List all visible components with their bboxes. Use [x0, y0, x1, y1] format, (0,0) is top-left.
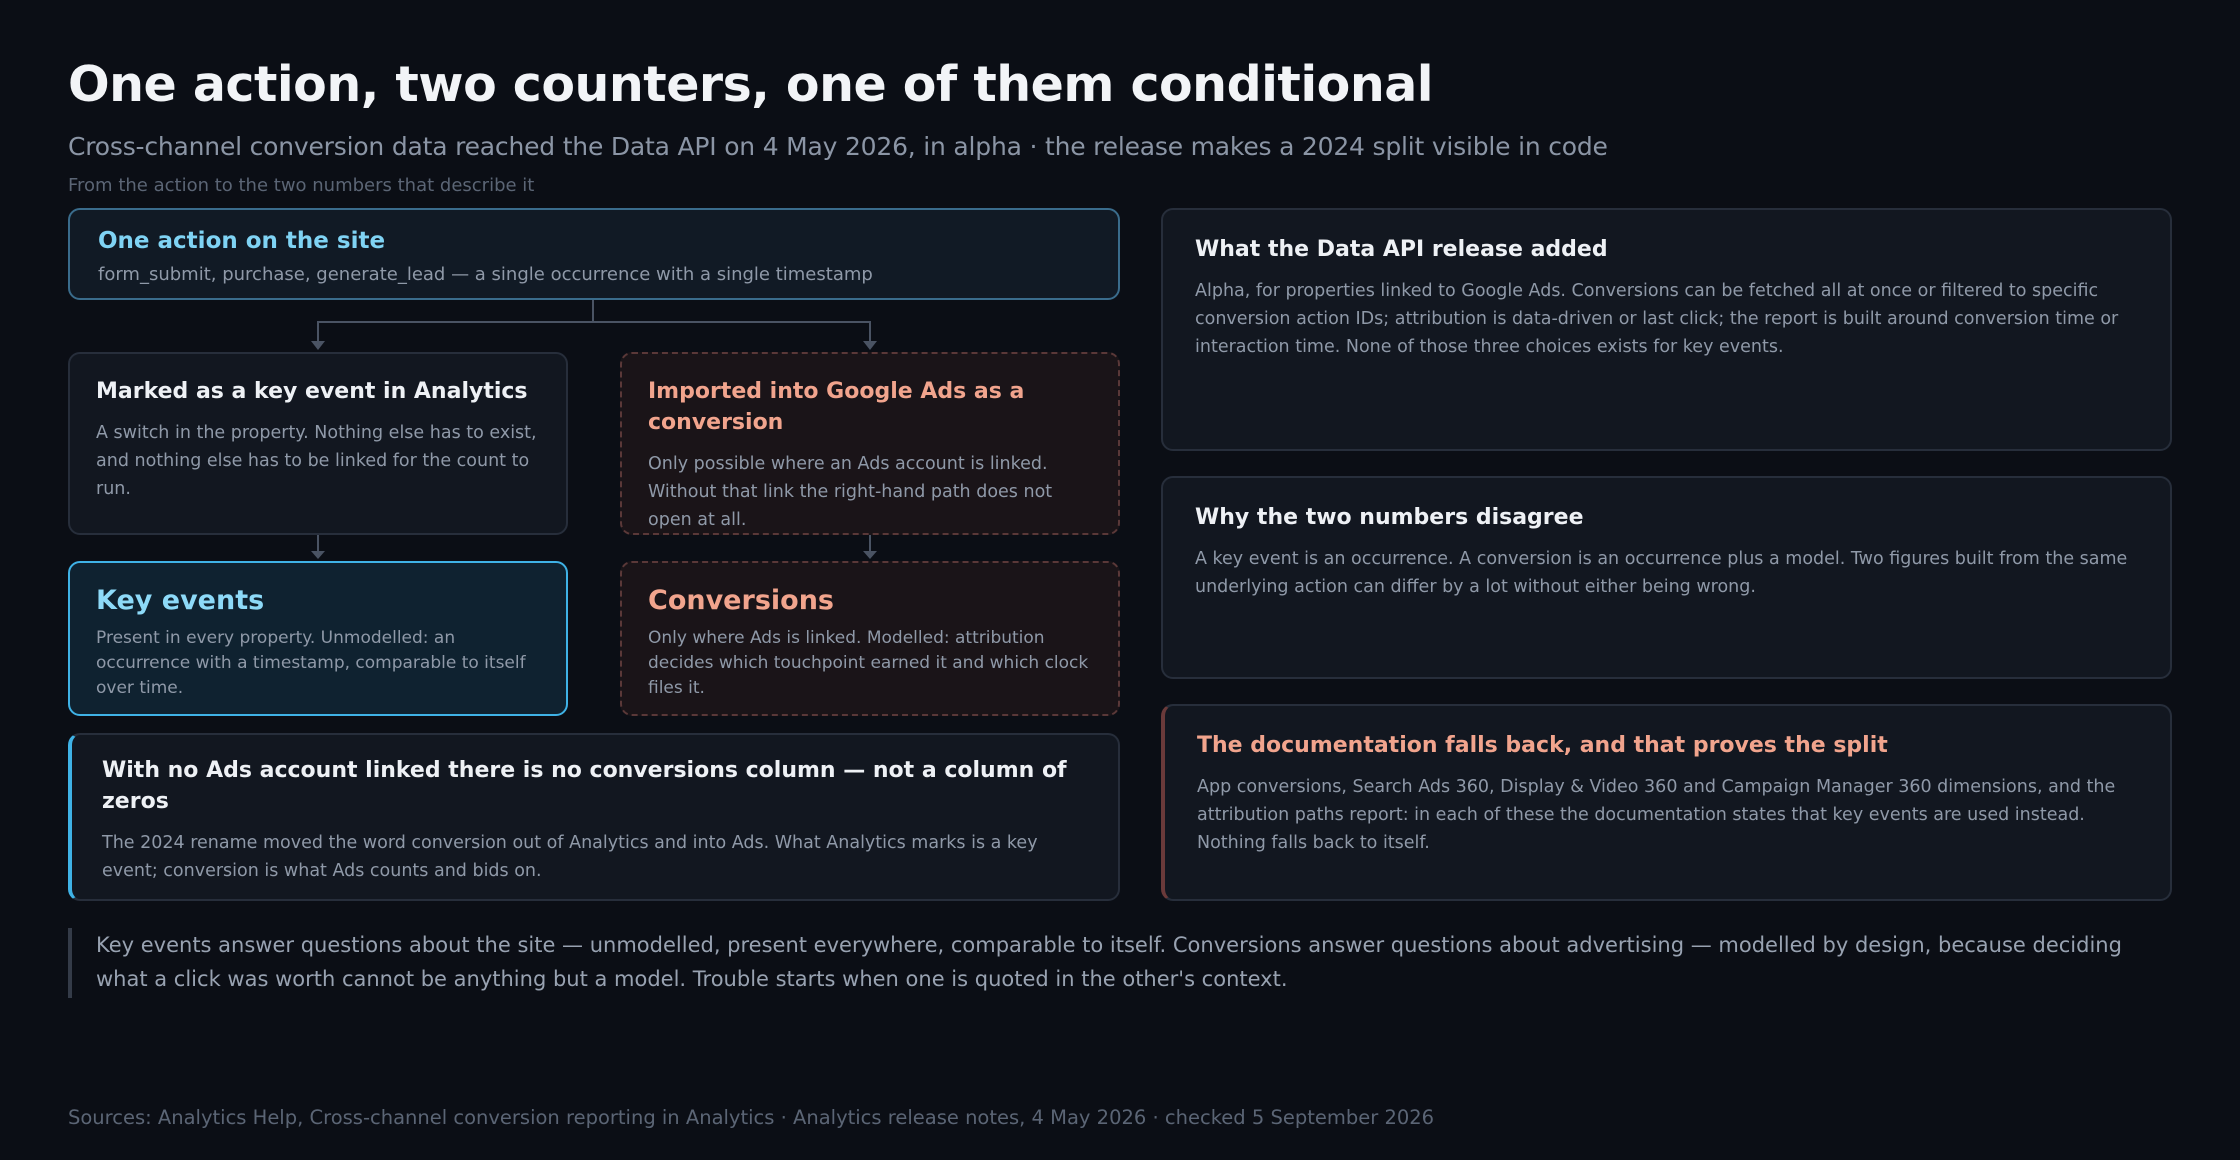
arrowhead-marked: [311, 341, 325, 350]
ads-import-body: Only possible where an Ads account is linked. Without that link the right-hand path does not open at all.: [648, 454, 1053, 530]
release-panel: [1161, 208, 2172, 451]
release-panel-body: Alpha, for properties linked to Google Ads. Conversions can be fetched all at once or filtered to specific conversion action IDs; attribution is data-driven or last click; the report is built around conversion time or interaction time. None of those three choices exists for key events.: [1195, 281, 2119, 357]
action-node-body: form_submit, purchase, generate_lead — a single occurrence with a single timestamp: [98, 264, 873, 285]
key-events-node: [68, 561, 568, 716]
conversions-node: [620, 561, 1120, 716]
arrowhead-keyevents: [311, 551, 325, 559]
documentation-panel-title: The documentation falls back, and that proves the split: [1197, 733, 1888, 758]
no-ads-callout-body: The 2024 rename moved the word conversion out of Analytics and into Ads. What Analytics marks is a key event; conversion is what Ads counts and bids on.: [102, 833, 1038, 881]
action-node: [68, 208, 1120, 300]
disagree-panel-title: Why the two numbers disagree: [1195, 505, 1584, 530]
diagram-section-label: From the action to the two numbers that describe it: [68, 175, 535, 196]
key-event-marking-node: [68, 352, 568, 535]
connector-action-to-imported: [593, 322, 870, 343]
ads-import-node: [620, 352, 1120, 535]
disagree-panel-body: A key event is an occurrence. A conversion is an occurrence plus a model. Two figures built from the same underlying action can differ by a lot without either being wrong.: [1195, 549, 2128, 597]
conversions-title: Conversions: [648, 585, 834, 616]
documentation-panel: [1161, 704, 2172, 901]
key-events-body: Present in every property. Unmodelled: an occurrence with a timestamp, comparable to itself over time.: [96, 628, 526, 698]
connector-action-to-marked: [318, 300, 593, 343]
page-subtitle: Cross-channel conversion data reached the Data API on 4 May 2026, in alpha · the release makes a 2024 split visible in code: [68, 132, 1608, 161]
release-panel-title: What the Data API release added: [1195, 237, 1608, 262]
conversions-body: Only where Ads is linked. Modelled: attribution decides which touchpoint earned it and which clock files it.: [648, 628, 1089, 698]
page-title: One action, two counters, one of them conditional: [68, 56, 1434, 113]
arrowhead-imported: [863, 341, 877, 350]
disagree-panel: [1161, 476, 2172, 679]
key-events-title: Key events: [96, 585, 265, 616]
sources-footer: Sources: Analytics Help, Cross-channel conversion reporting in Analytics · Analytics release notes, 4 May 2026 · checked 5 September 2026: [68, 1106, 1435, 1129]
arrowhead-conversions: [863, 551, 877, 559]
key-event-marking-title: Marked as a key event in Analytics: [96, 379, 528, 404]
summary-quote: Key events answer questions about the site — unmodelled, present everywhere, comparable to itself. Conversions answer questions about advertising — modelled by design, because deciding what a click was worth cannot be anything but a model. Trouble starts when one is quoted in the other's context.: [68, 928, 2172, 998]
action-node-title: One action on the site: [98, 228, 386, 254]
key-event-marking-body: A switch in the property. Nothing else has to exist, and nothing else has to be linked for the count to run.: [96, 423, 537, 499]
no-ads-callout: [68, 733, 1120, 901]
ads-import-title: Imported into Google Ads as a conversion: [648, 379, 1025, 435]
no-ads-callout-title: With no Ads account linked there is no conversions column — not a column of zeros: [102, 758, 1067, 814]
documentation-panel-body: App conversions, Search Ads 360, Display & Video 360 and Campaign Manager 360 dimensions, and the attribution paths report: in each of these the documentation states that key events are used instead. Nothing falls back to itself.: [1197, 777, 2116, 853]
